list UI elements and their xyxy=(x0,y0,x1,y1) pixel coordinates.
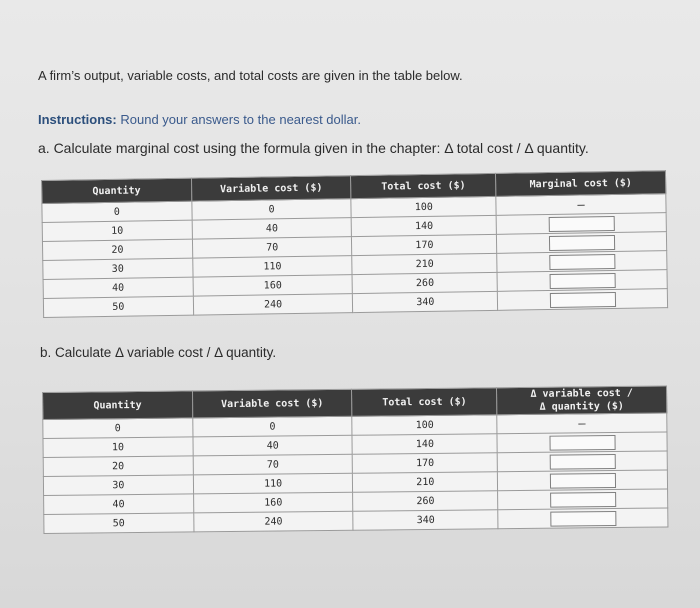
intro-text: A firm’s output, variable costs, and total costs are given in the table below. xyxy=(38,68,463,83)
instructions-text: Round your answers to the nearest dollar. xyxy=(120,112,361,127)
header-marginal-cost: Marginal cost ($) xyxy=(496,171,666,197)
header-variable-cost: Variable cost ($) xyxy=(191,176,351,202)
variable-cost-cell: 160 xyxy=(193,492,353,513)
variable-cost-cell: 240 xyxy=(193,294,353,316)
total-cost-cell: 340 xyxy=(353,291,498,312)
marginal-cost-cell xyxy=(498,289,668,311)
total-cost-cell: 170 xyxy=(353,453,498,474)
quantity-cell: 0 xyxy=(43,418,193,439)
marginal-cost-input[interactable] xyxy=(549,253,615,269)
quantity-cell: 10 xyxy=(42,220,192,241)
instructions-label: Instructions: xyxy=(38,112,117,127)
delta-cost-input[interactable] xyxy=(549,472,615,488)
delta-cost-input[interactable] xyxy=(550,491,616,507)
quantity-cell: 0 xyxy=(42,201,192,222)
header-delta-line-1: Δ variable cost / xyxy=(530,387,633,400)
quantity-cell: 40 xyxy=(43,277,193,298)
variable-cost-cell: 0 xyxy=(192,199,352,221)
total-cost-cell: 140 xyxy=(352,434,497,455)
header-total-cost: Total cost ($) xyxy=(352,388,497,417)
total-cost-cell: 100 xyxy=(352,415,497,436)
total-cost-cell: 140 xyxy=(352,215,497,236)
total-cost-cell: 210 xyxy=(352,253,497,274)
marginal-cost-dash: – xyxy=(496,194,666,216)
header-delta-line-2: Δ quantity ($) xyxy=(539,400,624,413)
total-cost-cell: 210 xyxy=(353,472,498,493)
delta-cost-input[interactable] xyxy=(550,510,616,526)
quantity-cell: 30 xyxy=(43,475,193,496)
total-cost-cell: 170 xyxy=(352,234,497,255)
quantity-cell: 10 xyxy=(43,437,193,458)
variable-cost-cell: 110 xyxy=(193,473,353,494)
delta-cost-cell xyxy=(497,451,667,472)
variable-cost-change-table xyxy=(42,385,668,534)
marginal-cost-input[interactable] xyxy=(549,272,615,288)
variable-cost-cell: 40 xyxy=(193,435,353,456)
header-delta-variable-cost xyxy=(497,386,667,415)
total-cost-cell: 340 xyxy=(353,510,498,531)
delta-cost-dash: – xyxy=(497,413,667,434)
delta-cost-input[interactable] xyxy=(549,454,615,470)
marginal-cost-input[interactable] xyxy=(549,234,615,250)
total-cost-cell: 260 xyxy=(353,272,498,293)
variable-cost-cell: 70 xyxy=(192,237,352,259)
variable-cost-cell: 160 xyxy=(193,275,353,297)
marginal-cost-input[interactable] xyxy=(548,216,614,232)
header-quantity: Quantity xyxy=(42,178,192,203)
variable-cost-cell: 70 xyxy=(193,454,353,475)
delta-cost-cell xyxy=(498,470,668,491)
header-quantity: Quantity xyxy=(43,391,193,420)
delta-cost-cell xyxy=(497,432,667,453)
quantity-cell: 40 xyxy=(44,494,194,515)
header-variable-cost: Variable cost ($) xyxy=(192,389,352,418)
delta-cost-cell xyxy=(498,508,668,529)
marginal-cost-input[interactable] xyxy=(549,291,615,307)
variable-cost-cell: 240 xyxy=(194,511,354,532)
variable-cost-cell: 0 xyxy=(193,416,353,437)
quantity-cell: 30 xyxy=(43,258,193,279)
variable-cost-cell: 110 xyxy=(192,256,352,278)
marginal-cost-table xyxy=(41,170,668,318)
quantity-cell: 20 xyxy=(42,239,192,260)
quantity-cell: 50 xyxy=(44,513,194,534)
delta-cost-input[interactable] xyxy=(549,435,615,451)
variable-cost-cell: 40 xyxy=(192,218,352,240)
part-a-prompt: a. Calculate marginal cost using the formula given in the chapter: Δ total cost / Δ quantity. xyxy=(38,140,589,156)
instructions xyxy=(38,112,361,127)
total-cost-cell: 260 xyxy=(353,491,498,512)
quantity-cell: 50 xyxy=(43,296,193,317)
part-b-prompt: b. Calculate Δ variable cost / Δ quantity. xyxy=(40,345,277,360)
quantity-cell: 20 xyxy=(43,456,193,477)
total-cost-cell: 100 xyxy=(351,196,496,217)
header-total-cost: Total cost ($) xyxy=(351,173,496,198)
delta-cost-cell xyxy=(498,489,668,510)
